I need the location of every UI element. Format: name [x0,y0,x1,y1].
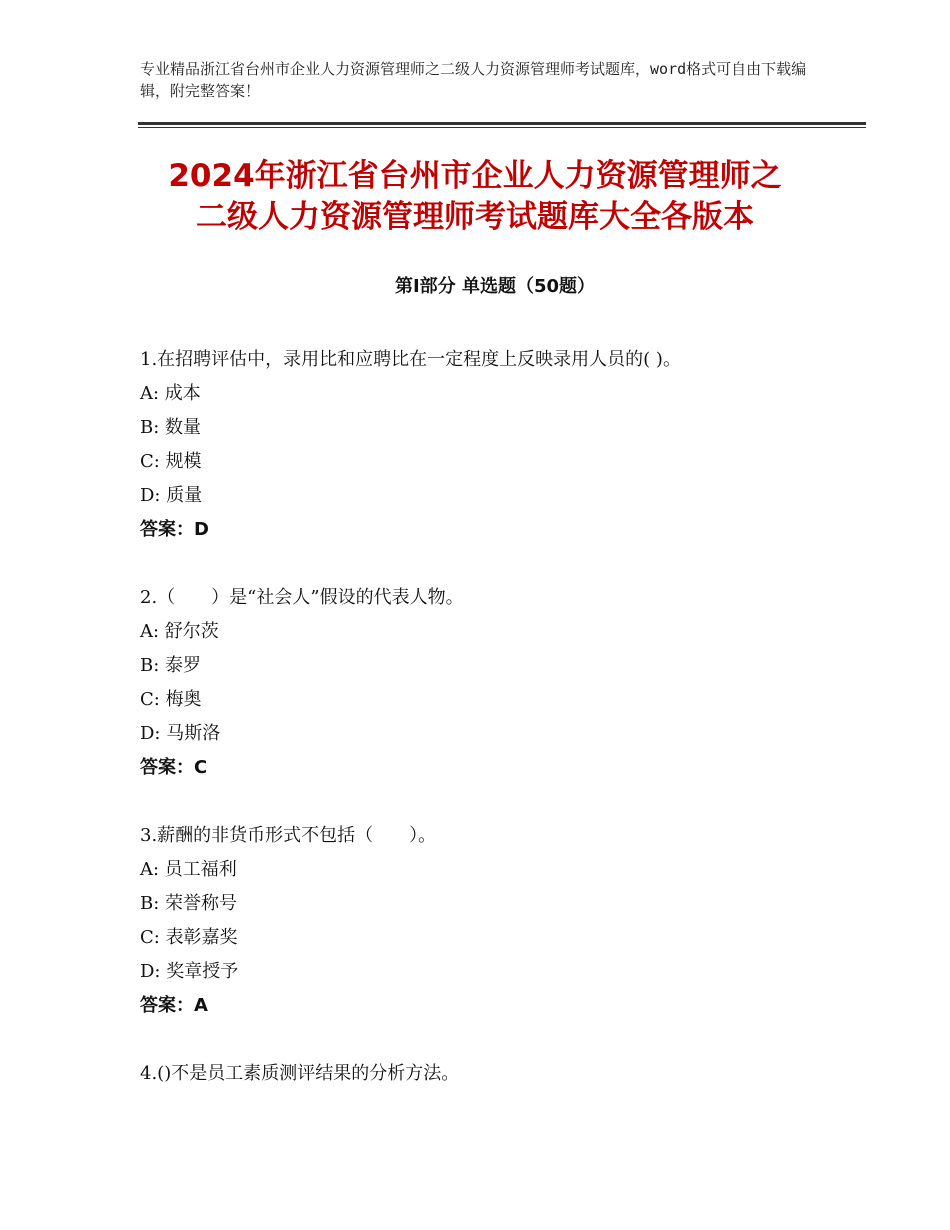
header-note: 专业精品浙江省台州市企业人力资源管理师之二级人力资源管理师考试题库，word格式可自由下载编辑，附完整答案！ [140,60,807,100]
option-a: A: 员工福利 [140,859,237,880]
option-d: D: 马斯洛 [140,723,221,744]
answer: 答案：C [140,757,208,778]
header-rule-thin [138,127,866,128]
header-rule-thick [138,122,866,125]
question-text: 2.（ ）是“社会人”假设的代表人物。 [140,587,464,608]
question-list [140,343,840,1125]
question-1 [140,343,840,547]
option-d: D: 质量 [140,485,203,506]
question-2 [140,581,840,785]
option-b: B: 数量 [140,417,202,438]
document-title-line-2: 二级人力资源管理师考试题库大全各版本 [196,199,754,235]
option-c: C: 梅奥 [140,689,202,710]
answer: 答案：A [140,995,208,1016]
question-text: 4.()不是员工素质测评结果的分析方法。 [140,1063,460,1084]
question-4 [140,1057,840,1091]
document-title-line-1: 2024年浙江省台州市企业人力资源管理师之 [168,158,782,194]
answer: 答案：D [140,519,209,540]
option-b: B: 泰罗 [140,655,202,676]
document-title [120,156,830,238]
option-d: D: 奖章授予 [140,961,239,982]
section-title: 第Ⅰ部分 单选题（50题） [394,276,595,297]
option-a: A: 舒尔茨 [140,621,219,642]
option-c: C: 规模 [140,451,202,472]
option-b: B: 荣誉称号 [140,893,238,914]
question-text: 3.薪酬的非货币形式不包括（ ）。 [140,825,437,846]
option-a: A: 成本 [140,383,201,404]
question-text: 1.在招聘评估中，录用比和应聘比在一定程度上反映录用人员的( )。 [140,349,681,370]
option-c: C: 表彰嘉奖 [140,927,238,948]
question-3 [140,819,840,1023]
